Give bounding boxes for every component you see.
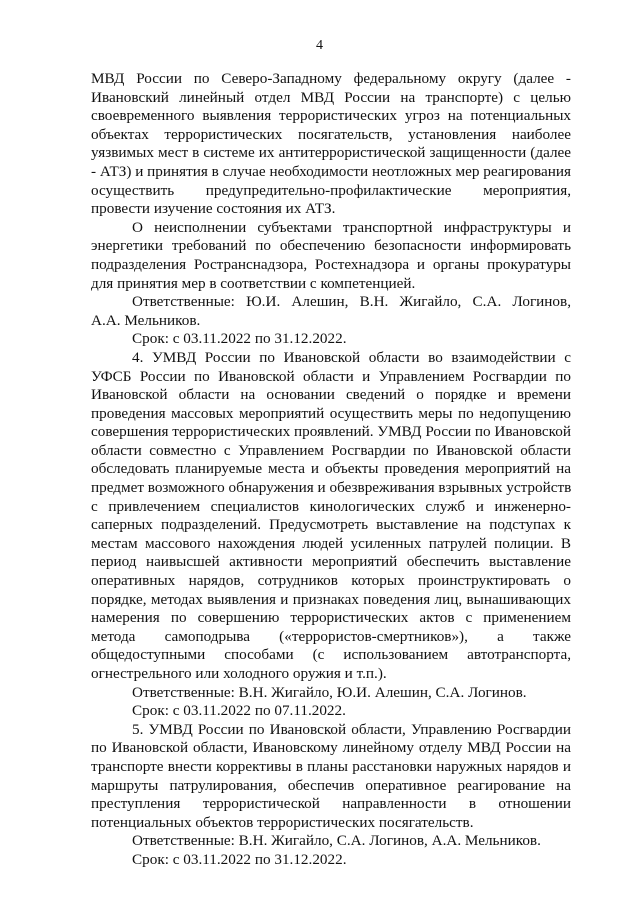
text-line: порядке, методах выявления и признаках поведения лиц, вынашивающих (91, 590, 571, 608)
text-line: Срок: с 03.11.2022 по 31.12.2022. (132, 330, 347, 348)
text-line: маршруты патрулирования, обеспечив оперативное реагирование на (91, 776, 571, 794)
text-line: уязвимых мест в системе их антитеррористической защищенности (далее (91, 144, 571, 162)
text-line: метода самоподрыва («террористов-смертников»), а также (91, 627, 571, 645)
text-line: объектах террористических посягательств, установления наиболее (91, 125, 571, 143)
text-line: для принятия мер в соответствии с компетенцией. (91, 274, 416, 292)
text-line: Ивановский линейный отдел МВД России на транспорте) с целью (91, 88, 571, 106)
text-line: осуществить предупредительно-профилактические мероприятия, (91, 181, 571, 199)
text-line: период наивысшей активности мероприятий обеспечить выставление (91, 553, 571, 571)
text-line: обследовать планируемые места и объекты проведения мероприятий на (91, 460, 571, 478)
text-line: огнестрельного или холодного оружия и т.п.). (91, 665, 387, 682)
text-line: с привлечением специалистов кинологических служб и инженерно- (91, 497, 571, 515)
text-line: намерения по совершению террористических актов с применением (91, 609, 571, 627)
text-line: транспорте внести коррективы в планы расстановки наружных нарядов и (91, 757, 571, 775)
text-line: Срок: с 03.11.2022 по 07.11.2022. (132, 702, 346, 720)
text-line: области совместно с Управлением Росгвардии по Ивановской области (91, 441, 571, 459)
text-line: 4. УМВД России по Ивановской области во взаимодействии с (132, 348, 571, 366)
text-line: местам массового нахождения людей усиленных патрулей полиции. В (91, 534, 571, 552)
page-number: 4 (316, 38, 323, 53)
text-line: потенциальных объектов террористических посягательств. (91, 813, 474, 831)
text-line: подразделения Ространснадзора, Ростехнадзора и органы прокуратуры (91, 255, 571, 273)
text-line: Срок: с 03.11.2022 по 31.12.2022. (132, 850, 347, 868)
text-line: Ответственные: В.Н. Жигайло, Ю.И. Алешин, С.А. Логинов. (132, 683, 527, 701)
text-line: МВД России по Северо-Западному федеральному округу (далее - (91, 70, 571, 87)
text-line: своевременного выявления террористических угроз на потенциальных (91, 107, 571, 125)
text-line: предмет возможного обнаружения и обезвреживания взрывных устройств (91, 479, 572, 497)
text-line: Ответственные: В.Н. Жигайло, С.А. Логинов, А.А. Мельников. (132, 832, 541, 850)
text-line: саперных подразделений. Предусмотреть выставление на подступах к (91, 516, 571, 534)
text-line: О неисполнении субъектами транспортной инфраструктуры и (132, 218, 571, 236)
text-line: Ивановской области на основании сведений о порядке и времени (91, 386, 571, 404)
text-line: проведения массовых мероприятий осуществить меры по недопущению (91, 404, 571, 422)
text-line: - АТЗ) и принятия в случае необходимости неотложных мер реагирования (91, 162, 572, 180)
text-line: провести изучение состояния их АТЗ. (91, 200, 336, 218)
text-line: общедоступными способами (с использованием автотранспорта, (91, 646, 571, 664)
text-line: 5. УМВД России по Ивановской области, Управлению Росгвардии (132, 720, 571, 738)
text-line: УФСБ России по Ивановской области и Управлением Росгвардии по (91, 367, 571, 385)
text-line: совершения террористических проявлений. УМВД России по Ивановской (91, 423, 571, 441)
text-line: А.А. Мельников. (91, 311, 201, 329)
text-line: оперативных нарядов, сотрудников которых проинструктировать о (91, 572, 571, 590)
text-line: энергетики требований по обеспечению безопасности информировать (91, 237, 571, 255)
text-line: по Ивановской области, Ивановскому линейному отделу МВД России на (91, 739, 571, 757)
document-body (91, 70, 571, 870)
text-line: преступления террористической направленности в отношении (91, 795, 571, 813)
text-line: Ответственные: Ю.И. Алешин, В.Н. Жигайло, С.А. Логинов, (132, 293, 571, 311)
